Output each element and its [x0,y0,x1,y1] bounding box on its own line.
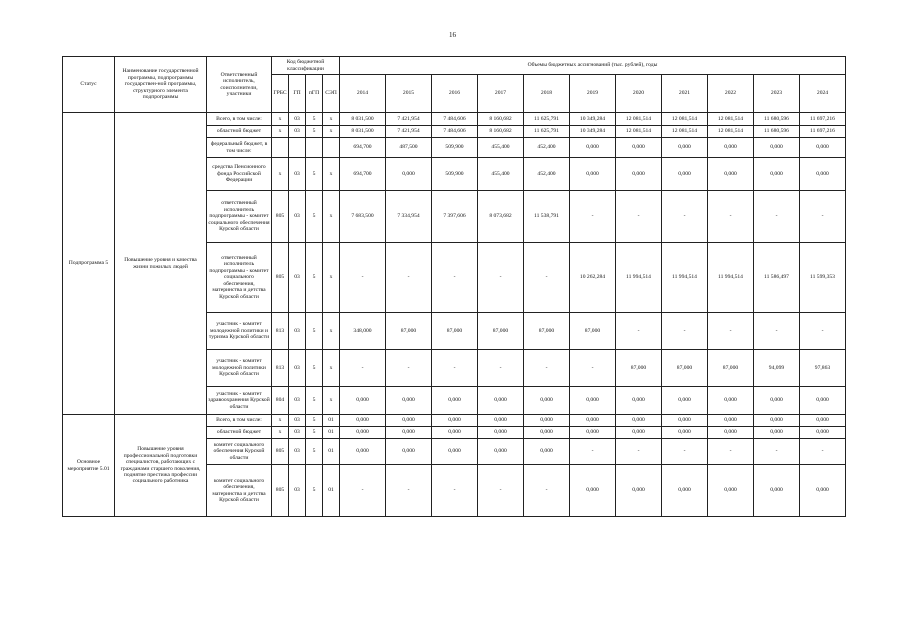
value-cell: 0,000 [524,387,570,415]
code-cell: 5 [306,313,323,350]
code-cell: x [272,427,289,439]
value-cell: - [340,243,386,313]
value-cell: - [432,465,478,517]
value-cell: 509,900 [432,158,478,191]
code-cell: 03 [289,113,306,126]
executor-cell: Всего, в том числе: [207,113,272,126]
value-cell: 11 697,216 [800,126,846,138]
code-cell: 805 [272,243,289,313]
code-cell: 01 [323,427,340,439]
value-cell: 11 697,216 [800,113,846,126]
header-year: 2023 [754,75,800,113]
executor-cell: ответственный исполнитель подпрограммы - комитет социального обеспечения Курской области [207,191,272,243]
value-cell: 0,000 [478,427,524,439]
value-cell: 0,000 [800,427,846,439]
value-cell: - [754,191,800,243]
value-cell: 0,000 [800,465,846,517]
code-cell: x [272,126,289,138]
code-cell: 03 [289,465,306,517]
value-cell: 11 599,353 [800,243,846,313]
value-cell: 8 160,682 [478,126,524,138]
value-cell: 0,000 [662,415,708,427]
value-cell: 0,000 [570,415,616,427]
program-name-cell: Повышение уровня и качества жизни пожилых людей [115,113,207,415]
header-executor: Ответственный исполнитель, соисполнители, участники [207,57,272,113]
value-cell: 0,000 [800,138,846,158]
value-cell: - [432,350,478,387]
code-cell: x [323,191,340,243]
value-cell: 87,000 [386,313,432,350]
value-cell: 87,000 [478,313,524,350]
header-year: 2015 [386,75,432,113]
value-cell: 348,000 [340,313,386,350]
code-cell: 5 [306,191,323,243]
executor-cell: комитет социального обеспечения Курской области [207,439,272,465]
value-cell: 0,000 [754,427,800,439]
value-cell: - [800,439,846,465]
code-cell [306,138,323,158]
code-cell: 5 [306,113,323,126]
value-cell: - [616,313,662,350]
code-cell: 813 [272,350,289,387]
value-cell: 0,000 [478,439,524,465]
code-cell: x [272,158,289,191]
value-cell: 0,000 [340,439,386,465]
executor-cell: федеральный бюджет, в том числе: [207,138,272,158]
value-cell: 0,000 [616,158,662,191]
value-cell: - [708,439,754,465]
code-cell: 01 [323,439,340,465]
value-cell: 7 421,954 [386,126,432,138]
value-cell: 694,700 [340,158,386,191]
value-cell: 0,000 [754,387,800,415]
value-cell: 94,099 [754,350,800,387]
executor-cell: участник - комитет молодежной политики Курской области [207,350,272,387]
value-cell: 10 349,284 [570,113,616,126]
code-cell: x [323,113,340,126]
value-cell: 8 031,500 [340,113,386,126]
value-cell: 0,000 [662,427,708,439]
value-cell: 0,000 [708,387,754,415]
value-cell: 0,000 [386,387,432,415]
value-cell: 10 349,284 [570,126,616,138]
value-cell: 0,000 [800,415,846,427]
value-cell: - [478,465,524,517]
header-name: Наименование государственной программы, подпрограммы государствен-ной программы, структурного элемента подпрограммы [115,57,207,113]
value-cell: 694,700 [340,138,386,158]
header-year: 2019 [570,75,616,113]
value-cell: - [800,313,846,350]
header-code-grbs: ГРБС [272,75,289,113]
value-cell: 7 683,500 [340,191,386,243]
table-row [63,113,846,126]
code-cell: 03 [289,158,306,191]
code-cell: 03 [289,350,306,387]
value-cell: 7 397,606 [432,191,478,243]
header-year: 2022 [708,75,754,113]
header-code-sep: СЭП [323,75,340,113]
code-cell: x [272,113,289,126]
value-cell: 87,000 [524,313,570,350]
status-cell: Подпрограмма 5 [63,113,115,415]
value-cell: 12 081,514 [662,126,708,138]
value-cell: - [386,350,432,387]
code-cell: 5 [306,427,323,439]
value-cell: 87,000 [616,350,662,387]
value-cell: - [570,350,616,387]
value-cell: 0,000 [570,427,616,439]
value-cell: 11 994,514 [616,243,662,313]
value-cell: - [524,465,570,517]
value-cell: 0,000 [340,415,386,427]
value-cell: 8 073,682 [478,191,524,243]
value-cell: 0,000 [754,465,800,517]
code-cell: x [323,387,340,415]
code-cell: 03 [289,243,306,313]
value-cell: - [662,313,708,350]
value-cell: 0,000 [800,158,846,191]
code-cell: 01 [323,415,340,427]
header-year: 2018 [524,75,570,113]
value-cell: - [386,243,432,313]
code-cell: x [323,350,340,387]
value-cell: 11 625,791 [524,113,570,126]
value-cell: 7 484,606 [432,113,478,126]
value-cell: 0,000 [708,415,754,427]
value-cell: 0,000 [524,427,570,439]
header-code-gp: ГП [289,75,306,113]
value-cell: - [340,350,386,387]
value-cell: 452,400 [524,138,570,158]
value-cell: 0,000 [754,415,800,427]
value-cell: 0,000 [616,465,662,517]
value-cell: 0,000 [662,158,708,191]
value-cell: 7 334,954 [386,191,432,243]
value-cell: 0,000 [570,465,616,517]
value-cell: - [616,191,662,243]
code-cell: 5 [306,350,323,387]
value-cell: 8 031,500 [340,126,386,138]
value-cell: 487,500 [386,138,432,158]
executor-cell: средства Пенсионного фонда Российской Федерации [207,158,272,191]
code-cell: 03 [289,427,306,439]
header-year: 2017 [478,75,524,113]
value-cell: 11 586,497 [754,243,800,313]
value-cell: 0,000 [524,439,570,465]
executor-cell: комитет социального обеспечения, материнства и детства Курской области [207,465,272,517]
value-cell: 87,000 [432,313,478,350]
value-cell: 10 262,284 [570,243,616,313]
code-cell: 5 [306,158,323,191]
value-cell: 8 160,682 [478,113,524,126]
value-cell: 0,000 [524,415,570,427]
value-cell: 12 081,514 [662,113,708,126]
value-cell: 11 680,596 [754,113,800,126]
executor-cell: участник - комитет молодежной политики и туризма Курской области [207,313,272,350]
value-cell: - [754,439,800,465]
code-cell: 03 [289,439,306,465]
value-cell: 0,000 [432,387,478,415]
program-name-cell: Повышение уровня профессиональной подготовки специалистов, работающих с гражданами старшего поколения, поднятие престижа профессии социального работника [115,415,207,517]
value-cell: 0,000 [478,387,524,415]
value-cell: 455,400 [478,138,524,158]
code-cell [289,138,306,158]
page-number: 16 [449,31,456,39]
value-cell: - [570,439,616,465]
value-cell: - [340,465,386,517]
value-cell: 11 538,791 [524,191,570,243]
code-cell: 5 [306,439,323,465]
code-cell: x [272,415,289,427]
value-cell: 0,000 [432,439,478,465]
value-cell: 0,000 [386,439,432,465]
value-cell: - [708,191,754,243]
code-cell: 5 [306,387,323,415]
status-cell: Основное мероприятие 5.01 [63,415,115,517]
value-cell: 0,000 [708,158,754,191]
value-cell: 0,000 [386,415,432,427]
executor-cell: ответственный исполнитель подпрограммы - комитет социального обеспечения, материнства и детства Курской области [207,243,272,313]
value-cell: - [478,243,524,313]
code-cell: 5 [306,243,323,313]
table-row [63,415,846,427]
value-cell: 0,000 [432,415,478,427]
value-cell: 0,000 [800,387,846,415]
value-cell: 0,000 [386,158,432,191]
value-cell: 0,000 [432,427,478,439]
value-cell: 12 081,514 [708,113,754,126]
value-cell: 0,000 [570,138,616,158]
value-cell: - [386,465,432,517]
value-cell: 0,000 [570,387,616,415]
executor-cell: Всего, в том числе: [207,415,272,427]
code-cell: 805 [272,439,289,465]
value-cell: 0,000 [340,427,386,439]
code-cell: x [323,313,340,350]
header-code-group: Код бюджетной классификации [272,57,340,75]
code-cell: 804 [272,387,289,415]
value-cell: 455,400 [478,158,524,191]
code-cell: x [323,158,340,191]
value-cell: 0,000 [662,138,708,158]
header-year: 2020 [616,75,662,113]
value-cell: - [800,191,846,243]
value-cell: - [662,191,708,243]
header-year: 2016 [432,75,478,113]
value-cell: 97,863 [800,350,846,387]
header-volumes: Объемы бюджетных ассигнований (тыс. рублей), годы [340,57,846,75]
value-cell: 0,000 [662,387,708,415]
value-cell: 87,000 [662,350,708,387]
value-cell: 11 625,791 [524,126,570,138]
value-cell: 0,000 [708,138,754,158]
value-cell: 0,000 [708,427,754,439]
budget-table [62,56,846,517]
code-cell: 03 [289,313,306,350]
header-status: Статус [63,57,115,113]
value-cell: 0,000 [754,138,800,158]
value-cell: - [524,243,570,313]
value-cell: 0,000 [616,138,662,158]
code-cell: 5 [306,465,323,517]
value-cell: - [478,350,524,387]
value-cell: - [754,313,800,350]
code-cell: 805 [272,191,289,243]
code-cell: 03 [289,191,306,243]
header-code-pgp: пГП [306,75,323,113]
value-cell: 452,400 [524,158,570,191]
executor-cell: областной бюджет [207,126,272,138]
code-cell: 03 [289,415,306,427]
code-cell: 813 [272,313,289,350]
value-cell: 0,000 [616,427,662,439]
value-cell: 11 994,514 [708,243,754,313]
value-cell: 0,000 [340,387,386,415]
header-year: 2024 [800,75,846,113]
value-cell: 0,000 [708,465,754,517]
value-cell: 87,000 [570,313,616,350]
header-year: 2021 [662,75,708,113]
code-cell: 5 [306,415,323,427]
code-cell: 01 [323,465,340,517]
value-cell: 12 081,514 [616,126,662,138]
code-cell: x [323,126,340,138]
value-cell: 12 081,514 [616,113,662,126]
value-cell: - [432,243,478,313]
code-cell: 03 [289,387,306,415]
value-cell: 0,000 [478,415,524,427]
value-cell: 11 680,596 [754,126,800,138]
value-cell: 0,000 [662,465,708,517]
value-cell: 11 994,514 [662,243,708,313]
code-cell: 03 [289,126,306,138]
value-cell: - [570,191,616,243]
value-cell: 7 484,606 [432,126,478,138]
value-cell: 87,000 [708,350,754,387]
value-cell: - [662,439,708,465]
code-cell: 805 [272,465,289,517]
value-cell: 0,000 [754,158,800,191]
value-cell: - [524,350,570,387]
value-cell: 509,900 [432,138,478,158]
value-cell: 0,000 [616,387,662,415]
code-cell: 5 [306,126,323,138]
executor-cell: участник - комитет здравоохранения Курской области [207,387,272,415]
code-cell [323,138,340,158]
value-cell: 7 421,954 [386,113,432,126]
value-cell: 0,000 [386,427,432,439]
value-cell: - [708,313,754,350]
header-year: 2014 [340,75,386,113]
code-cell [272,138,289,158]
value-cell: 12 081,514 [708,126,754,138]
code-cell: x [323,243,340,313]
value-cell: 0,000 [616,415,662,427]
executor-cell: областной бюджет [207,427,272,439]
value-cell: - [616,439,662,465]
value-cell: 0,000 [570,158,616,191]
